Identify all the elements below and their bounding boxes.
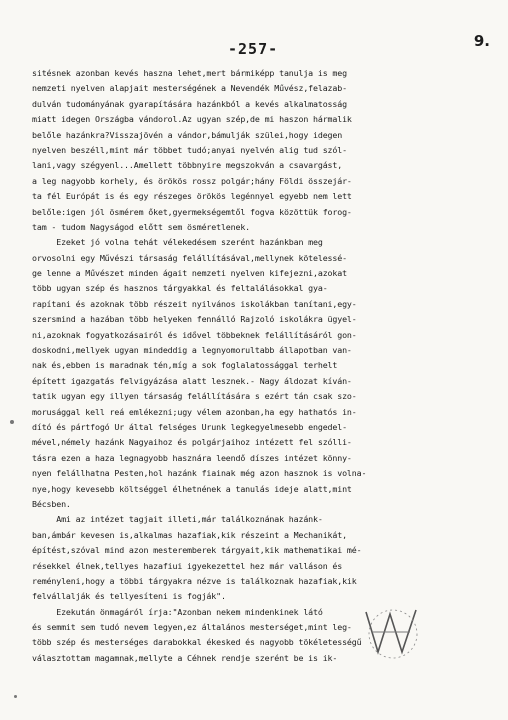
margin-dot xyxy=(10,420,14,424)
text-line: lani,vagy szégyenl...Amellett többnyire megszokván a csavargást, xyxy=(32,160,343,171)
text-line: dító és pártfogó Ur által felséges Urunk legkegyelmesebb engedel- xyxy=(32,421,347,432)
text-line: nye,hogy kevesebb költséggel élhetnének a tanulás ideje alatt,mint xyxy=(32,483,352,494)
stamp-mark xyxy=(358,602,428,662)
text-line: mével,némely hazánk Nagyaihoz és polgárjaihoz intézett fel szólli- xyxy=(32,437,352,448)
margin-dot xyxy=(14,695,17,698)
text-line: reményleni,hogy a többi tárgyakra nézve is találkoznak hazafiak,kik xyxy=(32,575,357,586)
text-line: sitésnek azonban kevés haszna lehet,mert bármiképp tanulja is meg xyxy=(32,68,347,78)
text-line: nyen felállhatna Pesten,hol hazánk fiainak még azon hasznok is volna- xyxy=(32,468,367,479)
text-line: választottam magamnak,mellyte a Céhnek rendje szerént be is ik- xyxy=(32,652,338,663)
text-line: Bécsben. xyxy=(32,498,71,509)
text-line: ge lenne a Művészet minden ágait nemzeti nyelven kifejezni,azokat xyxy=(32,268,347,279)
text-line: és semmit sem tudó nevem legyen,ez általános mesterséget,mint leg- xyxy=(32,622,352,633)
typewritten-text xyxy=(32,66,482,666)
text-line: ni,azoknak fogyatkozásairól és idővel többeknek felállításáról gon- xyxy=(32,329,357,340)
text-line: orvosolni egy Művészi társaság felállításával,mellynek kötelessé- xyxy=(32,252,347,263)
text-line: épített igazgatás felvigyázása alatt lesznek.- Nagy áldozat kíván- xyxy=(32,375,352,386)
text-line: ban,ámbár kevesen is,alkalmas hazafiak,kik részeint a Mechanikát, xyxy=(32,529,347,540)
text-line: Ezekután önmagáról írja:"Azonban nekem mindenkinek látó xyxy=(32,606,323,617)
text-line: a leg nagyobb korhely, és örökös rossz polgár;hány Földi összejár- xyxy=(32,175,352,186)
text-line: felvállalják és tellyesíteni is fogják". xyxy=(32,591,226,602)
text-line: építést,szóval mind azon mesteremberek tárgyait,kik mathematikai mé- xyxy=(32,545,362,556)
text-line: több ugyan szép és hasznos tárgyakkal és feltalálásokkal gya- xyxy=(32,283,328,294)
text-line: több szép és mesterséges darabokkal ékesked és nagyobb tökéletességű xyxy=(32,637,362,648)
text-line: nak és,ebben is maradnak tén,míg a sok foglalatossággal terhelt xyxy=(32,360,338,371)
text-line: dulván tudományának gyarapítására hazánkból a kevés alkalmatosság xyxy=(32,98,347,109)
text-line: Ezeket jó volna tehát vélekedésem szerént hazánkban meg xyxy=(32,237,323,248)
text-line: Ami az intézet tagjait illeti,már találkoznának hazánk- xyxy=(32,514,323,525)
text-line: tásra ezen a haza legnagyobb hasznára leendő díszes intézet könny- xyxy=(32,452,352,463)
text-line: belőle:igen jól ösmérem őket,gyermekségemtől fogva közöttük forog- xyxy=(32,206,352,217)
text-line: tam - tudom Nagyságod előtt sem ösméretlenek. xyxy=(32,221,251,232)
text-line: belőle hazánkra?Visszajövén a vándor,bámulják szülei,hogy idegen xyxy=(32,129,343,140)
text-line: résekkel élnek,tellyes hazafiui igyekezettel hez már valláson és xyxy=(32,560,343,571)
page-number: -257- xyxy=(228,40,279,58)
text-line: nemzeti nyelven alapjait mesterségének a Nevendék Művész,felazab- xyxy=(32,83,347,94)
folio-number: 9. xyxy=(473,32,490,50)
text-line: nyelven beszéll,mint már többet tudó;anyai nyelvén alig tud szól- xyxy=(32,144,347,155)
text-line: szersmind a hazában több helyeken fennálló Rajzoló iskolákra ügyel- xyxy=(32,314,357,325)
text-line: miatt idegen Országba vándorol.Az ugyan szép,de mi haszon hármalik xyxy=(32,114,352,125)
text-line: ta fél Európát is és egy részeges örökös legénnyel egyebb nem lett xyxy=(32,191,352,202)
text-line: morusággal kell reá emlékezni;ugy vélem azonban,ha egy hathatós in- xyxy=(32,406,357,417)
text-line: doskodni,mellyek ugyan mindeddig a legnyomorultabb állapotban van- xyxy=(32,345,352,356)
text-line: rapítani és azoknak több részeit nyilvános iskolákban tanítani,egy- xyxy=(32,298,357,309)
text-line: tatik ugyan egy illyen társaság felállítására s ezért tán csak szo- xyxy=(32,391,357,402)
